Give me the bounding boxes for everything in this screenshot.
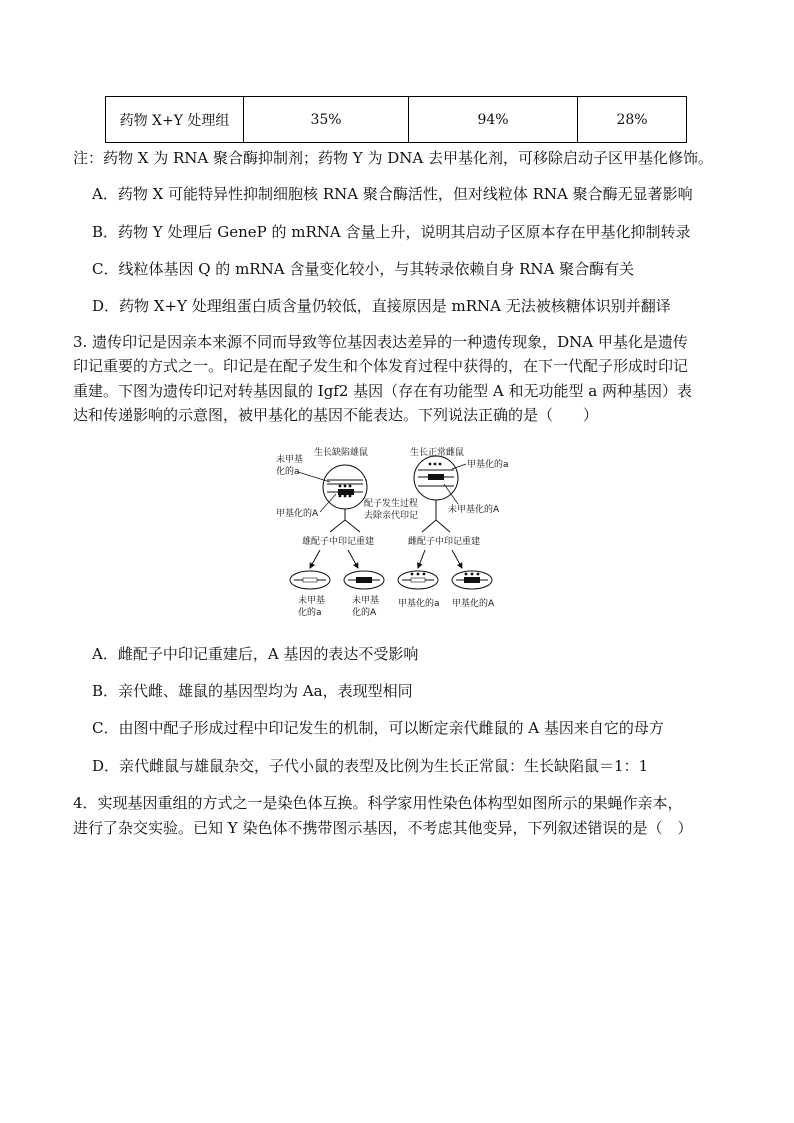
q3-option-b: B．亲代雌、雄鼠的基因型均为 Aa，表现型相同 (92, 682, 413, 700)
gamete-label: 未甲基 (352, 596, 380, 606)
male-parent-title: 生长缺陷雄鼠 (314, 448, 369, 458)
male-gamete-label: 雄配子中印记重建 (302, 537, 375, 547)
table-row (106, 97, 687, 143)
gamete-label: 化的A (352, 608, 377, 618)
q3-stem-line: 达和传递影响的示意图，被甲基化的基因不能表达。下列说法正确的是（ ） (73, 406, 599, 424)
q2-option-b: B．药物 Y 处理后 GeneP 的 mRNA 含量上升，说明其启动子区原本存在甲基化抑制转录 (92, 223, 691, 241)
arrow (418, 550, 425, 568)
label-unmethylated-a: 化的a (276, 467, 300, 477)
q4-stem-line: 进行了杂交实验。已知 Y 染色体不携带图示基因，不考虑其他变异，下列叙述错误的是（ ） (73, 819, 693, 837)
q3-option-d: D．亲代雌鼠与雄鼠杂交，子代小鼠的表型及比例为生长正常鼠：生长缺陷鼠＝1：1 (92, 757, 649, 775)
label-unmethylated-A: 未甲基化的A (448, 505, 500, 515)
gamete-label: 化的a (298, 608, 322, 618)
female-gamete-label: 雌配子中印记重建 (408, 537, 481, 547)
q3-option-c: C．由图中配子形成过程中印记发生的机制，可以断定亲代雌鼠的 A 基因来自它的母方 (92, 719, 664, 737)
gamete-label: 甲基化的a (398, 599, 440, 609)
gene-block (356, 577, 372, 583)
q2-option-c: C．线粒体基因 Q 的 mRNA 含量变化较小，与其转录依赖自身 RNA 聚合酶有关 (92, 260, 635, 278)
q3-stem-line: 3. 遗传印记是因亲本来源不同而导致等位基因表达差异的一种遗传现象，DNA 甲基化是遗传 (73, 333, 688, 351)
branch-line (330, 520, 345, 532)
arrow (310, 550, 320, 568)
arrow (348, 550, 358, 568)
branch-line (345, 520, 360, 532)
gene-block (411, 578, 425, 582)
results-table (105, 96, 687, 143)
label-unmethylated-a: 未甲基 (276, 455, 304, 465)
label-methylated-a: 甲基化的a (467, 460, 509, 470)
label-methylated-A: 甲基化的A (276, 509, 319, 519)
gamete-label: 未甲基 (298, 596, 326, 606)
arrow (452, 550, 462, 568)
q2-option-a: A．药物 X 可能特异性抑制细胞核 RNA 聚合酶活性，但对线粒体 RNA 聚合酶无显著影响 (92, 185, 693, 203)
pointer-line (320, 494, 336, 512)
female-parent-title: 生长正常雌鼠 (410, 448, 465, 458)
table-note: 注：药物 X 为 RNA 聚合酶抑制剂；药物 Y 为 DNA 去甲基化剂，可移除启动子区甲基化修饰。 (73, 149, 713, 167)
q4-stem-line: 4．实现基因重组的方式之一是染色体互换。科学家用性染色体构型如图所示的果蝇作亲本， (73, 794, 683, 812)
q3-stem-line: 印记重要的方式之一。印记是在配子发生和个体发育过程中获得的，在下一代配子形成时印记 (73, 357, 689, 375)
q3-stem-line: 重建。下图为遗传印记对转基因鼠的 Igf2 基因（存在有功能型 A 和无功能型 a 两种基因）表 (73, 382, 693, 400)
table-cell-group: 药物 X+Y 处理组 (106, 97, 244, 143)
gene-block (464, 577, 480, 583)
table-cell-value: 35% (244, 97, 409, 143)
table-cell-value: 94% (409, 97, 578, 143)
branch-line (422, 520, 436, 532)
table-cell-value: 28% (578, 97, 687, 143)
q2-option-d: D．药物 X+Y 处理组蛋白质含量仍较低，直接原因是 mRNA 无法被核糖体识别并翻译 (92, 297, 671, 315)
gene-block (303, 578, 317, 582)
methyl-markers (411, 573, 426, 576)
gamete-label: 甲基化的A (452, 599, 495, 609)
methyl-markers (465, 573, 480, 576)
imprinting-diagram (270, 440, 530, 625)
q3-option-a: A．雌配子中印记重建后，A 基因的表达不受影响 (92, 645, 419, 663)
process-label: 去除亲代印记 (364, 511, 419, 521)
process-label: 配子发生过程 (364, 499, 419, 509)
methyl-markers (429, 463, 442, 466)
branch-line (436, 520, 450, 532)
